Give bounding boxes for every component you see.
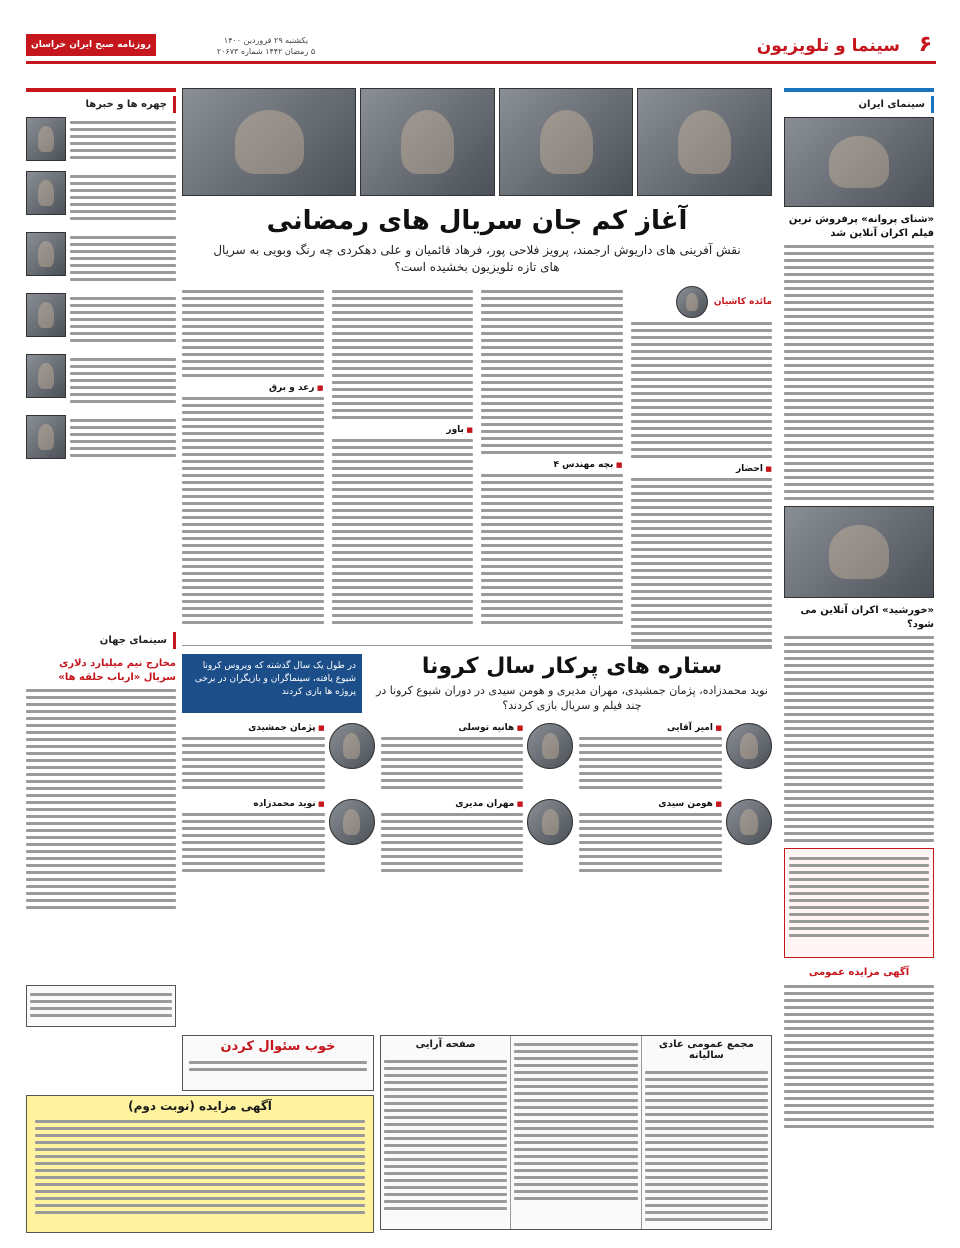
actor-name: ■ مهران مدیری bbox=[381, 799, 524, 809]
series-photo bbox=[360, 88, 495, 196]
ad-title: صفحه آرایی bbox=[415, 1039, 476, 1050]
story-column bbox=[631, 286, 773, 656]
world-cinema-headline: مخارج نیم میلیارد دلاری سریال «ارباب حلقه ها» bbox=[58, 658, 176, 683]
story-subtitle: ■ احضار bbox=[631, 464, 773, 474]
actor-card bbox=[182, 723, 375, 793]
ad-row bbox=[380, 1035, 772, 1230]
face-photo bbox=[26, 171, 66, 215]
left-column bbox=[26, 88, 176, 638]
story-columns bbox=[182, 286, 772, 656]
main-story bbox=[182, 88, 772, 656]
face-item bbox=[26, 293, 176, 346]
face-item bbox=[26, 232, 176, 285]
newspaper-logo: روزنامه صبح ایران خراسان bbox=[26, 34, 156, 56]
story-photo-2 bbox=[784, 506, 934, 598]
face-photo bbox=[26, 415, 66, 459]
ad-title: خوب سئوال کردن bbox=[220, 1039, 336, 1054]
page-number: ۶ bbox=[918, 32, 932, 57]
actor-name: ■ هومن سیدی bbox=[579, 799, 722, 809]
series-photo bbox=[637, 88, 772, 196]
corona-headline: ستاره های پرکار سال کرونا bbox=[421, 654, 723, 679]
ad-auction bbox=[26, 1095, 374, 1233]
story-column-text bbox=[631, 478, 773, 649]
author-name: مائده کاشیان bbox=[713, 297, 772, 307]
actor-photo bbox=[726, 723, 772, 769]
corona-subhead: نوید محمدزاده، پژمان جمشیدی، مهران مدیری و هومن سیدی در دوران شیوع کرونا در چند فیلم و سریال بازی کردند؟ bbox=[376, 684, 768, 712]
date-line-1: یکشنبه ۲۹ فروردین ۱۴۰۰ bbox=[223, 36, 309, 45]
story-column-text bbox=[182, 397, 324, 624]
corona-blurb: در طول یک سال گذشته که ویروس کرونا شیوع یافته، سینماگران و بازیگران در برخی پروژه ها بازی کردند bbox=[182, 654, 362, 713]
ad-good-question bbox=[182, 1035, 374, 1091]
world-cinema-text bbox=[26, 689, 176, 909]
ad-layout bbox=[381, 1036, 510, 1229]
face-item bbox=[26, 354, 176, 407]
main-headline: آغاز کم جان سریال های رمضانی bbox=[266, 206, 688, 236]
story-headline-2: «خورشید» اکران آنلاین می شود؟ bbox=[800, 605, 934, 630]
world-cinema-label: سینمای جهان bbox=[94, 632, 176, 649]
issue-date bbox=[176, 35, 356, 57]
right-column bbox=[784, 88, 934, 1233]
face-photo bbox=[26, 354, 66, 398]
story-column-text bbox=[182, 290, 324, 377]
tender-notice-text bbox=[784, 985, 934, 1128]
actors-grid bbox=[182, 723, 772, 876]
actor-card bbox=[579, 799, 772, 876]
actor-name: ■ پژمان جمشیدی bbox=[182, 723, 325, 733]
actor-card bbox=[579, 723, 772, 793]
face-item bbox=[26, 415, 176, 461]
story-column-text bbox=[631, 322, 773, 458]
story-column-text bbox=[481, 290, 623, 454]
left-column-label: چهره ها و خبرها bbox=[80, 96, 176, 113]
corona-story bbox=[182, 645, 772, 985]
main-subhead: نقش آفرینی های داریوش ارجمند، پرویز فلاحی پور، فرهاد قائمیان و علی دهکردی چه رنگ وبویی به سریال های تازه تلویزیون بخشیده است؟ bbox=[213, 243, 741, 274]
actor-card bbox=[182, 799, 375, 876]
story-subtitle: ■ بچه مهندس ۴ bbox=[481, 460, 623, 470]
tender-notice-title: آگهی مزایده عمومی bbox=[808, 967, 910, 978]
actor-photo bbox=[726, 799, 772, 845]
story-text-2 bbox=[784, 636, 934, 842]
story-column bbox=[481, 286, 623, 656]
photo-strip bbox=[182, 88, 772, 196]
actor-name: ■ هانیه توسلی bbox=[381, 723, 524, 733]
page-header bbox=[26, 30, 936, 64]
face-item bbox=[26, 117, 176, 163]
story-column bbox=[182, 286, 324, 656]
ad-general-assembly bbox=[641, 1036, 771, 1229]
faces-list bbox=[26, 117, 176, 461]
story-subtitle: ■ باور bbox=[332, 425, 474, 435]
small-notice bbox=[26, 985, 176, 1027]
face-item bbox=[26, 171, 176, 224]
story-headline: «شنای پروانه» پرفروش ترین فیلم اکران آنلاین شد bbox=[788, 214, 934, 239]
ad-title: مجمع عمومی عادی سالیانه bbox=[658, 1039, 754, 1061]
world-cinema-box bbox=[26, 628, 176, 978]
story-column-text bbox=[332, 439, 474, 624]
date-line-2: ۵ رمضان ۱۴۴۲ شماره ۲۰۶۷۳ bbox=[216, 47, 316, 56]
actor-name: ■ نوید محمدزاده bbox=[182, 799, 325, 809]
story-text bbox=[784, 245, 934, 500]
actor-card bbox=[381, 799, 574, 876]
story-column-text bbox=[481, 474, 623, 624]
actor-name: ■ امیر آقایی bbox=[579, 723, 722, 733]
section-title: سینما و تلویزیون bbox=[756, 36, 900, 56]
actor-photo bbox=[329, 799, 375, 845]
face-photo bbox=[26, 117, 66, 161]
ad-title: آگهی مزایده (نوبت دوم) bbox=[128, 1099, 272, 1113]
series-photo bbox=[499, 88, 634, 196]
series-photo bbox=[182, 88, 356, 196]
actor-photo bbox=[527, 723, 573, 769]
story-subtitle: ■ رعد و برق bbox=[182, 383, 324, 393]
face-photo bbox=[26, 293, 66, 337]
ad-middle bbox=[510, 1036, 640, 1229]
corona-headline-block bbox=[372, 654, 772, 713]
actor-photo bbox=[527, 799, 573, 845]
classified-notice bbox=[784, 848, 934, 958]
right-column-label: سینمای ایران bbox=[853, 96, 934, 113]
story-column bbox=[332, 286, 474, 656]
story-photo bbox=[784, 117, 934, 207]
story-column-text bbox=[332, 290, 474, 419]
author-photo bbox=[676, 286, 708, 318]
face-photo bbox=[26, 232, 66, 276]
actor-photo bbox=[329, 723, 375, 769]
actor-card bbox=[381, 723, 574, 793]
